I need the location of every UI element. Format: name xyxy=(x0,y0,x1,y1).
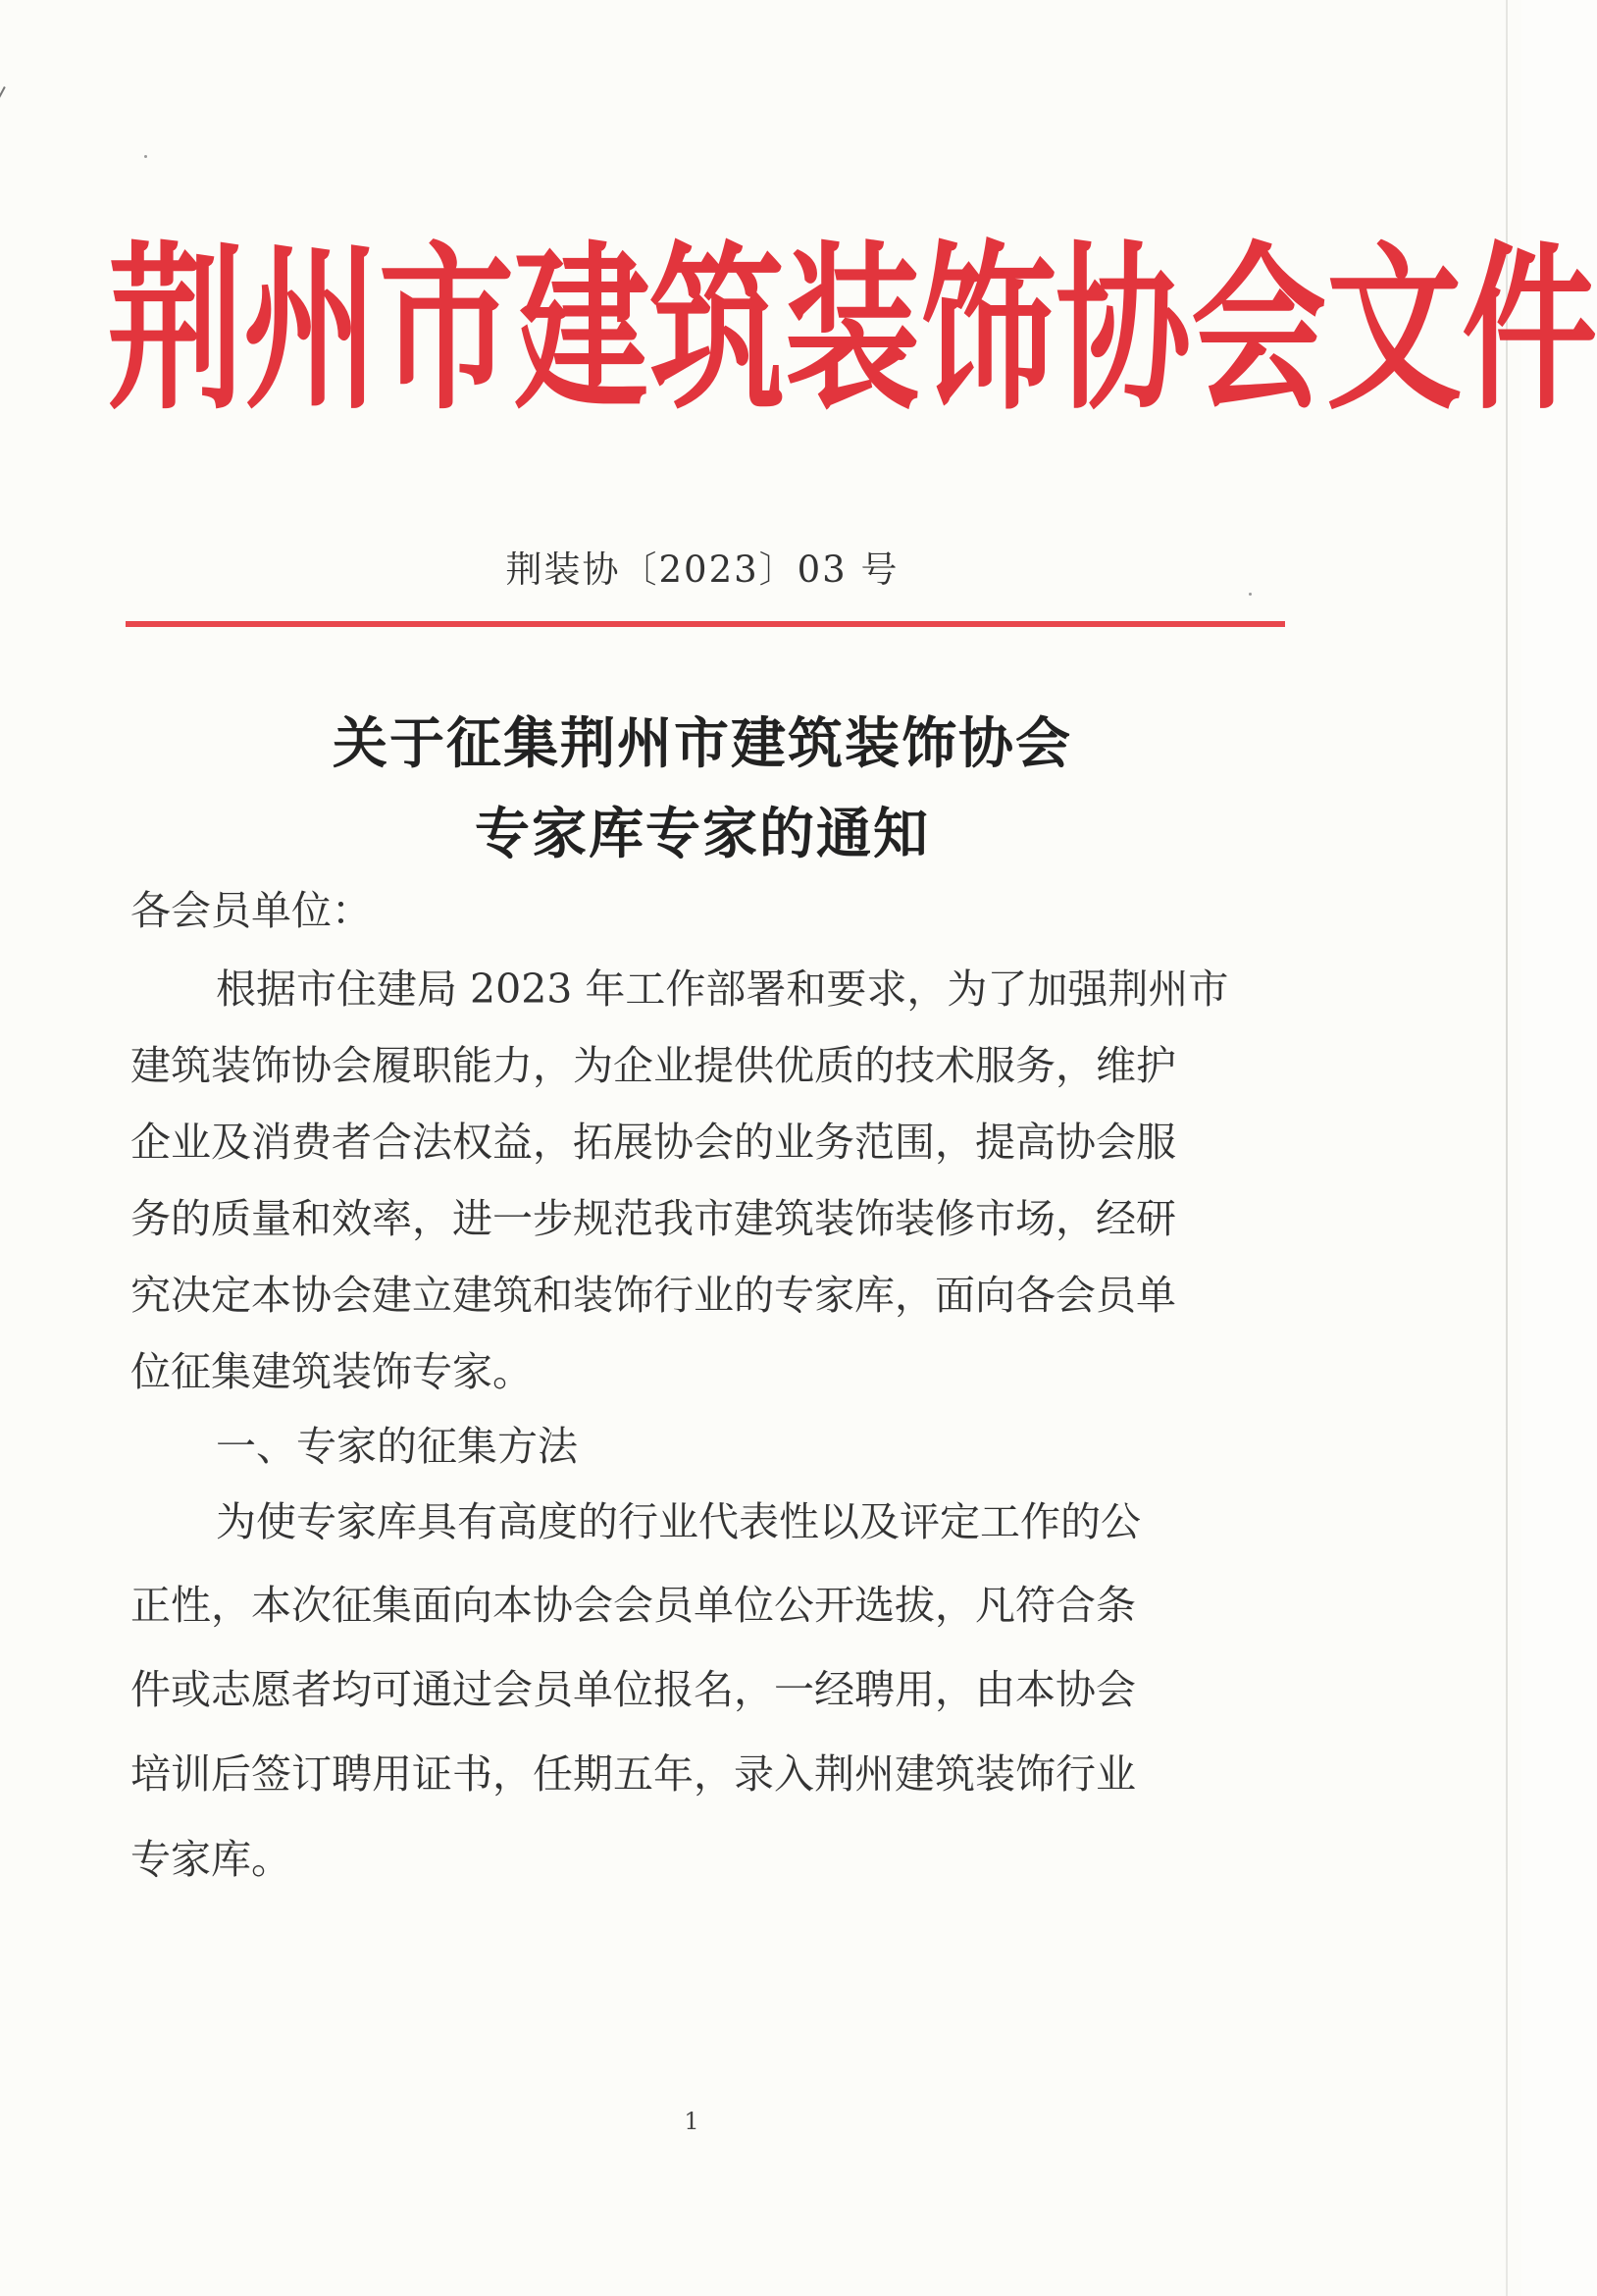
body-line: 件或志愿者均可通过会员单位报名，一经聘用，由本协会 xyxy=(130,1666,1136,1713)
header-title-char: 件 xyxy=(1462,226,1597,435)
red-divider xyxy=(126,621,1285,627)
body-line: 正性，本次征集面向本协会会员单位公开选拔，凡符合条 xyxy=(130,1582,1136,1629)
scan-mark xyxy=(0,86,6,135)
section-heading: 一、专家的征集方法 xyxy=(216,1423,578,1470)
header-title-char: 饰 xyxy=(920,226,1056,435)
body-line: 为使专家库具有高度的行业代表性以及评定工作的公 xyxy=(216,1498,1141,1545)
header-title-char: 协 xyxy=(1056,226,1192,435)
header-title-char: 州 xyxy=(243,226,380,435)
scan-speck xyxy=(144,155,147,158)
header-title-char: 会 xyxy=(1191,226,1327,435)
body-line: 究决定本协会建立建筑和装饰行业的专家库，面向各会员单 xyxy=(130,1272,1176,1319)
header-title-char: 荆 xyxy=(108,226,244,435)
page-number: 1 xyxy=(684,2108,699,2135)
notice-title-line-2: 专家库专家的通知 xyxy=(475,802,930,866)
header-title-char: 建 xyxy=(514,226,650,435)
document-number: 荆装协〔2023〕03 号 xyxy=(505,548,900,591)
scan-speck xyxy=(1249,593,1252,596)
body-line: 务的质量和效率，进一步规范我市建筑装饰装修市场，经研 xyxy=(130,1195,1176,1242)
header-title-char: 文 xyxy=(1326,226,1463,435)
salutation: 各会员单位： xyxy=(130,887,372,934)
body-line: 位征集建筑装饰专家。 xyxy=(130,1348,533,1395)
header-title xyxy=(108,194,1597,466)
body-line: 建筑装饰协会履职能力，为企业提供优质的技术服务，维护 xyxy=(130,1042,1176,1089)
body-line: 企业及消费者合法权益，拓展协会的业务范围，提高协会服 xyxy=(130,1119,1176,1166)
header-title-char: 装 xyxy=(785,226,921,435)
header-title-char: 筑 xyxy=(649,226,786,435)
body-line: 培训后签订聘用证书，任期五年，录入荆州建筑装饰行业 xyxy=(130,1750,1136,1798)
body-line: 专家库。 xyxy=(130,1836,291,1883)
body-line: 根据市住建局 2023 年工作部署和要求，为了加强荆州市 xyxy=(216,965,1229,1013)
header-title-char: 市 xyxy=(379,226,515,435)
notice-title-line-1: 关于征集荆州市建筑装饰协会 xyxy=(333,711,1072,776)
